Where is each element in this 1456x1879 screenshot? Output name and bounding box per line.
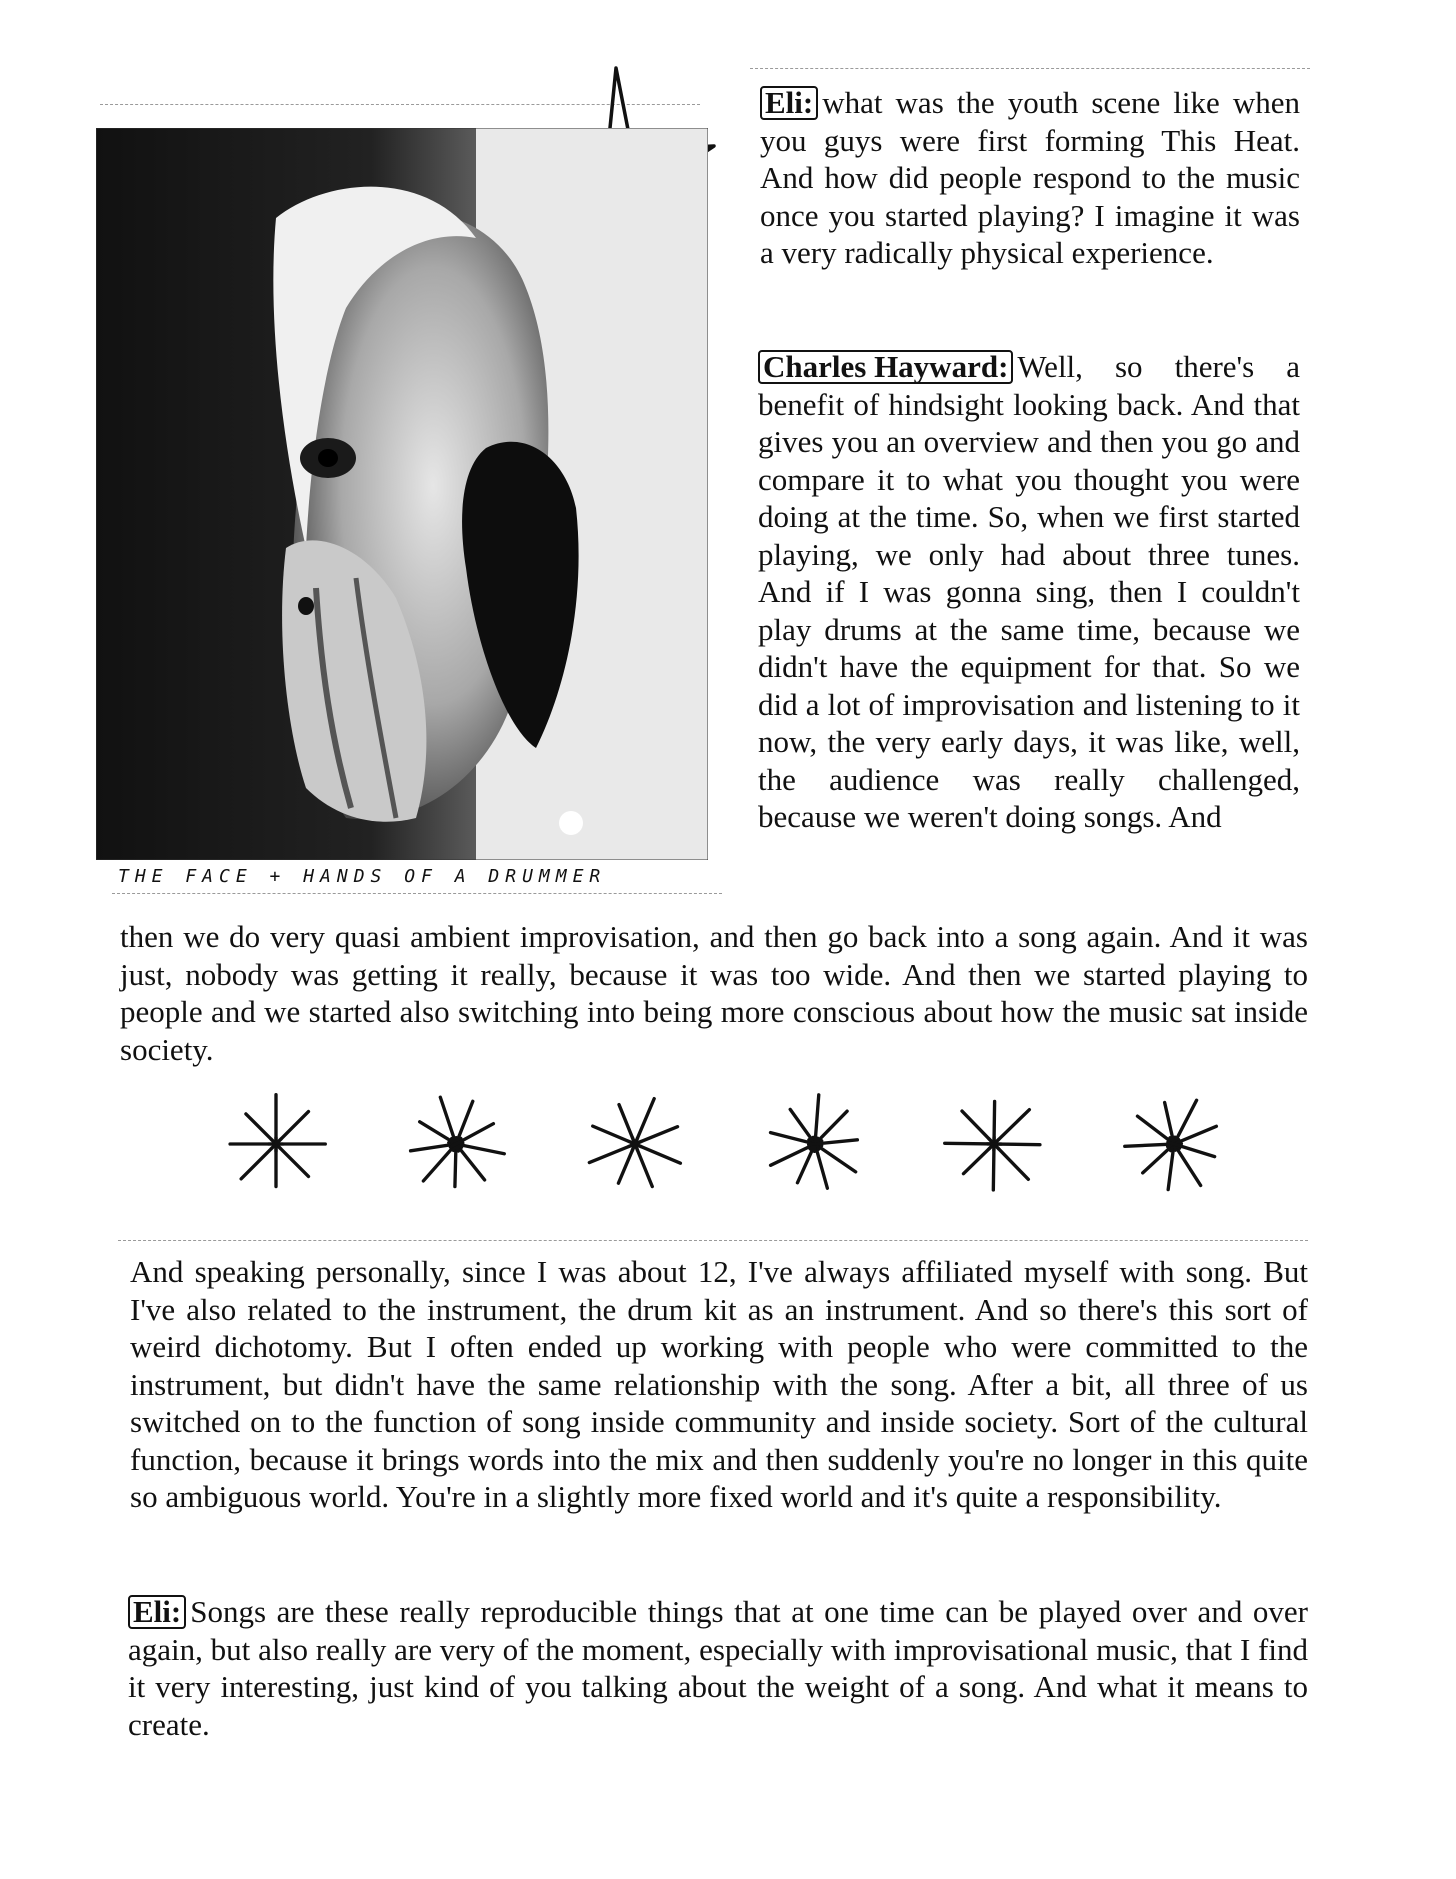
asterisk-doodle-icon: [938, 1088, 1050, 1200]
photo-caption: THE FACE + HANDS OF A DRUMMER: [118, 866, 607, 887]
asterisk-doodle-icon: [759, 1088, 871, 1200]
divider-line: [750, 68, 1310, 69]
question-text: what was the youth scene like when you guys were first forming This Heat. And how did people respond to the music once you started playing? I imagine it was a very radically physical experience.: [760, 85, 1300, 270]
question-block: [128, 1593, 1308, 1743]
asterisk-doodle-icon: [1118, 1088, 1230, 1200]
asterisk-doodle-icon: [220, 1088, 332, 1200]
answer-block: [758, 348, 1300, 836]
speaker-label: Charles Hayward:: [758, 350, 1013, 384]
answer-continuation: [120, 918, 1308, 1068]
answer-text: then we do very quasi ambient improvisation, and then go back into a song again. And it was just, nobody was getting it really, because it was too wide. And then we started playing to people and we started also switching into being more conscious about how the music sat inside society.: [120, 919, 1308, 1067]
question-text: Songs are these really reproducible things that at one time can be played over and over again, but also really are very of the moment, especially with improvisational music, that I find it very interesting, just kind of you talking about the weight of a song. And what it means to create.: [128, 1594, 1308, 1742]
answer-text: And speaking personally, since I was about 12, I've always affiliated myself with song. But I've also related to the instrument, the drum kit as an instrument. And so there's this sort of weird dichotomy. But I often ended up working with people who were committed to the instrument, but didn't have the same relationship with the song. After a bit, all three of us switched on to the function of song inside community and inside society. Sort of the cultural function, because it brings words into the mix and then suddenly you're no longer in this quite so ambiguous world. You're in a slightly more fixed world and it's quite a responsibility.: [130, 1254, 1308, 1514]
asterisk-doodle-icon: [400, 1088, 512, 1200]
answer-text: Well, so there's a benefit of hindsight looking back. And that gives you an overview and then you go and compare it to what you thought you were doing at the time. So, when we first started playing, we only had about three tunes. And if I was gonna sing, then I couldn't play drums at the same time, because we didn't have the equipment for that. So we did a lot of improvisation and listening to it now, the very early days, it was like, well, the audience was really challenged, because we weren't doing songs. And: [758, 349, 1300, 834]
asterisk-divider: [220, 1088, 1230, 1208]
asterisk-doodle-icon: [579, 1088, 691, 1200]
divider-line: [118, 1240, 1308, 1241]
speaker-label: Eli:: [128, 1595, 186, 1629]
speaker-label: Eli:: [760, 86, 818, 120]
divider-line: [112, 893, 722, 894]
question-block: [760, 84, 1300, 272]
answer-continuation: [130, 1253, 1308, 1516]
